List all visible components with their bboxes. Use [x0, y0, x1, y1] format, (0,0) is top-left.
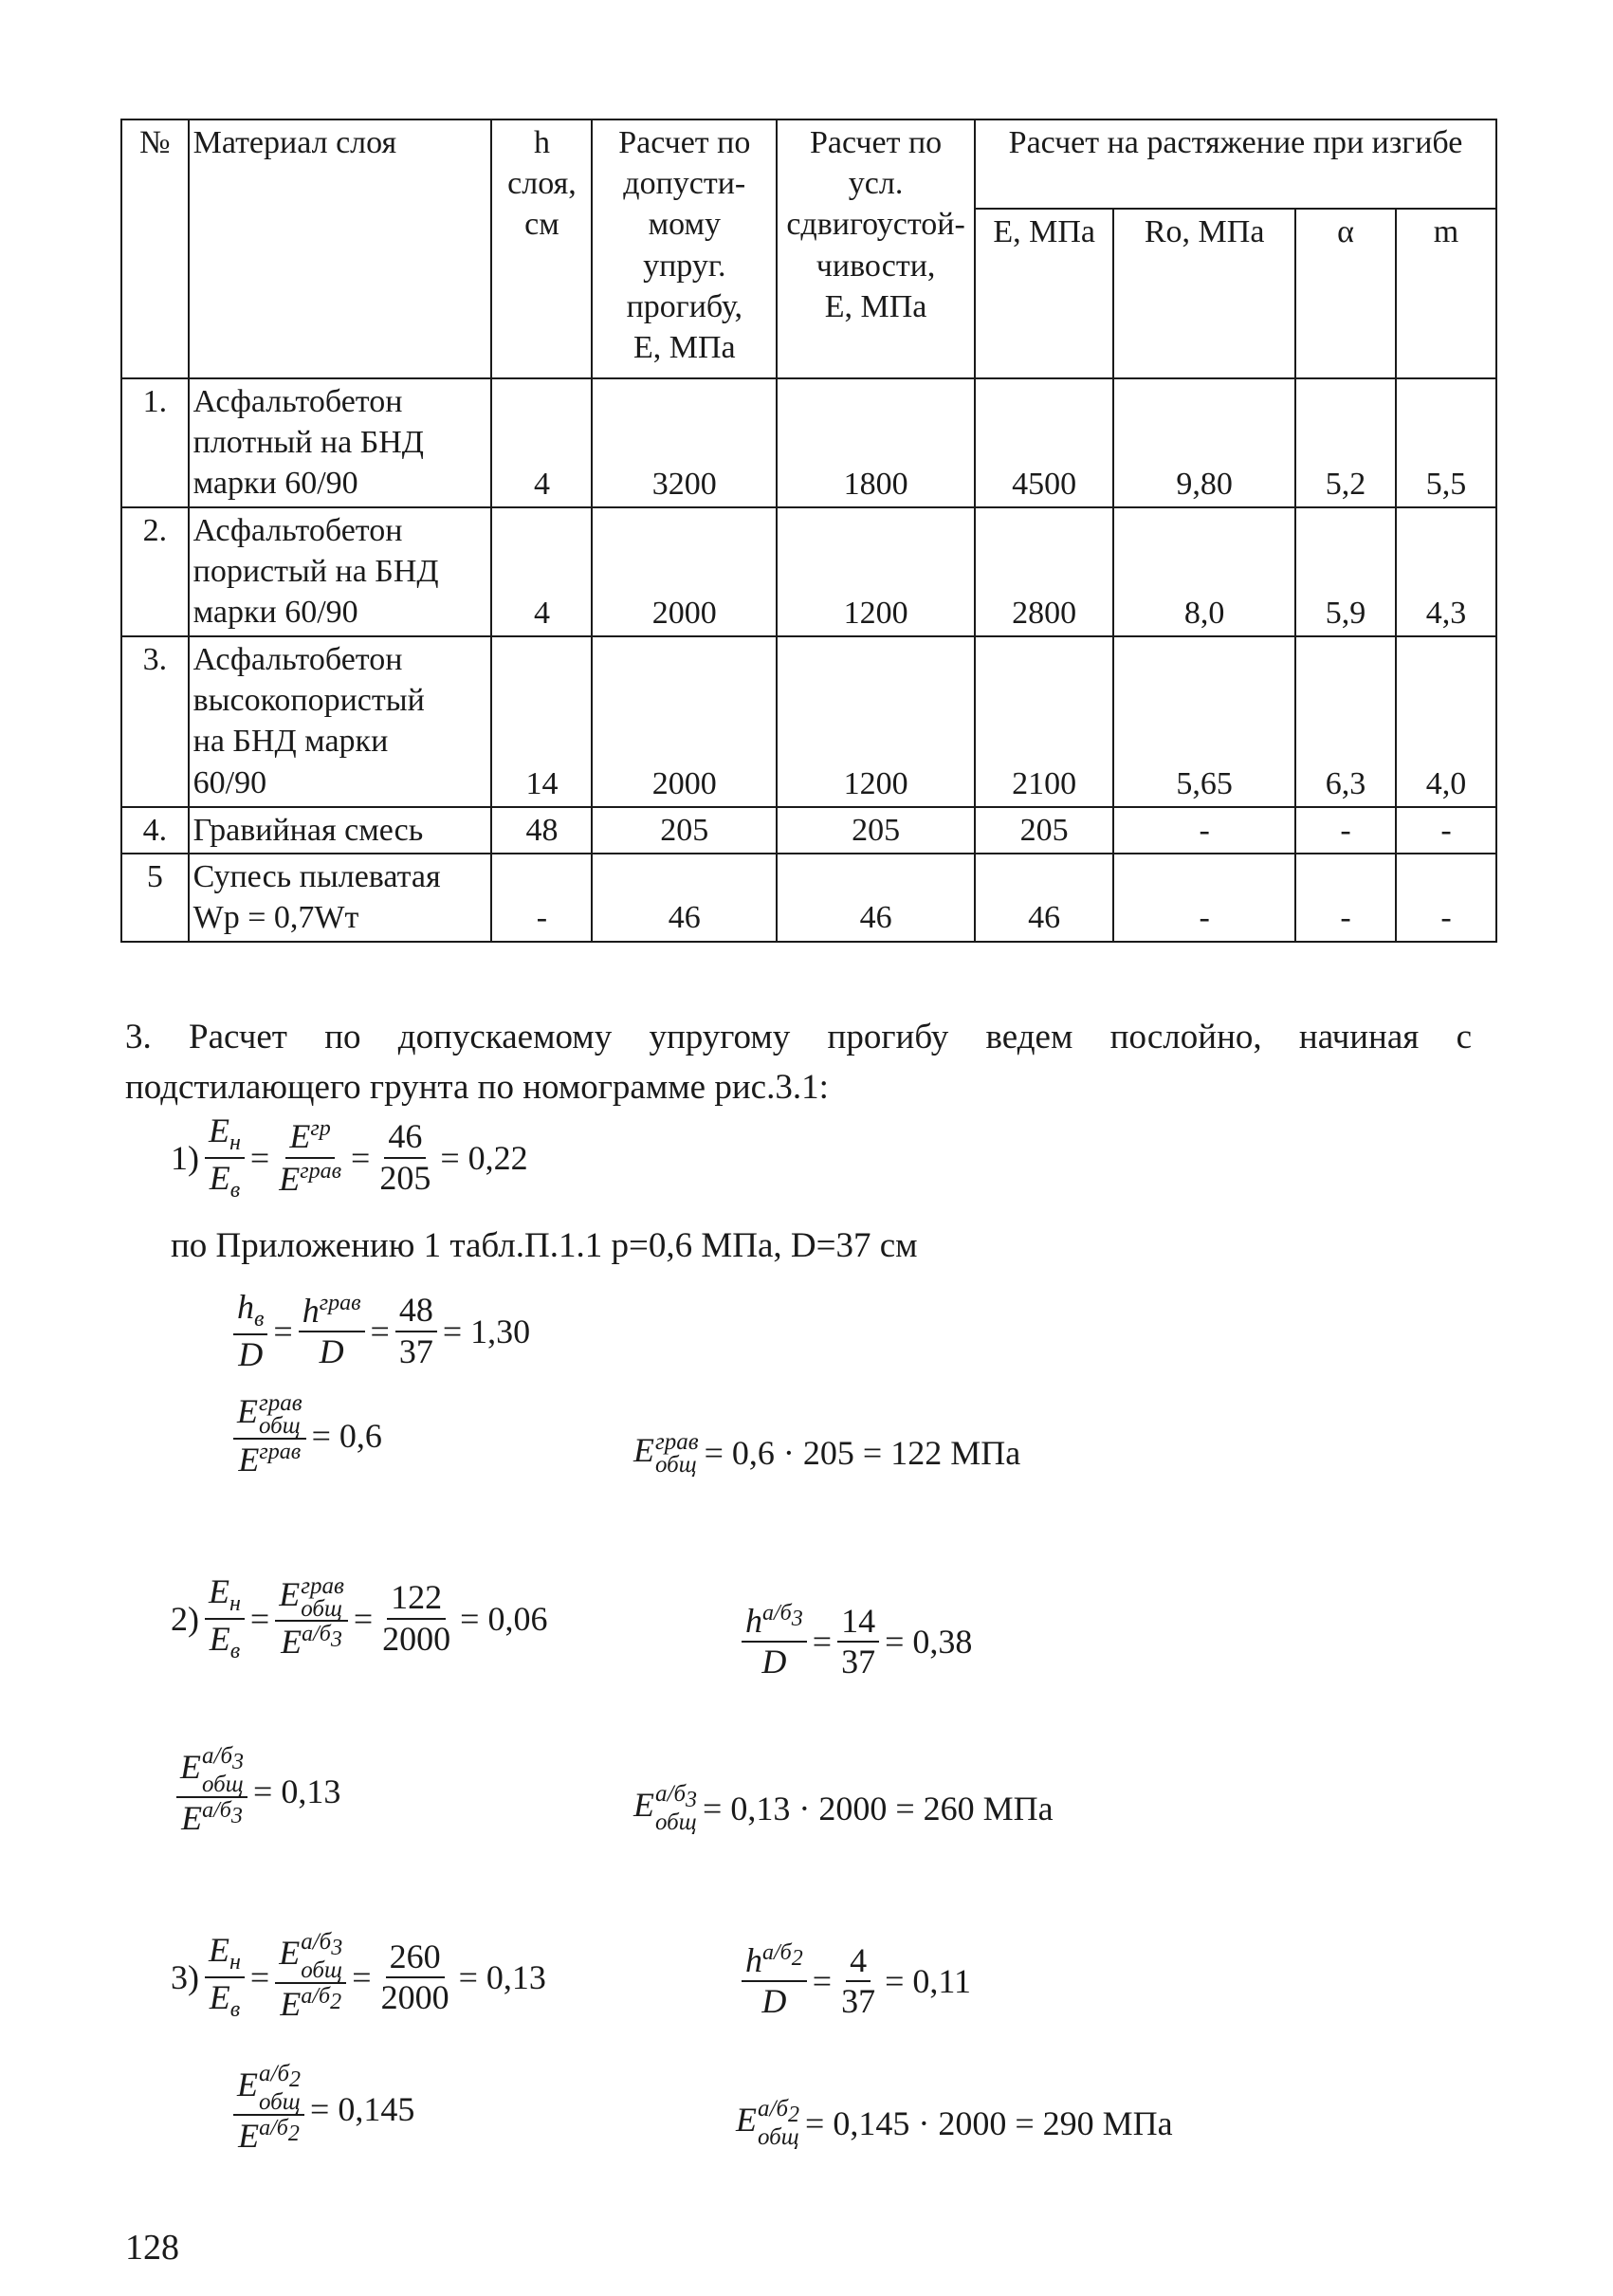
formula-2-e-calc: E $а/б_3$ общ = 0,13 · 2000 = 260 МПа: [633, 1781, 1054, 1835]
table-row: [121, 807, 1496, 854]
formula-3-h: $h^{а/б_2}$ D = $\frac{4}{37}$ = 0,11: [736, 1940, 971, 2022]
cell-m: 4,0: [1396, 636, 1496, 807]
cell-material: Гравийная смесь: [189, 807, 492, 854]
header-material: Материал слоя: [189, 119, 492, 378]
cell-alpha: -: [1295, 854, 1396, 941]
cell-material: Асфальтобетон плотный на БНД марки 60/90: [189, 378, 492, 507]
header-no: №: [121, 119, 189, 378]
cell-ro: 5,65: [1113, 636, 1295, 807]
cell-ro: -: [1113, 807, 1295, 854]
cell-e-ten: 4500: [975, 378, 1113, 507]
cell-e-shear: 1200: [777, 636, 975, 807]
formula-3-ratio: 3) $E_н$ $E_в$ = E $а/б_3$ общ $E^{а/б_2}$ = $\frac{260}{2000}$ = 0,13: [171, 1929, 546, 2023]
table-row: [121, 378, 1496, 507]
cell-m: 5,5: [1396, 378, 1496, 507]
header-deflection: Расчет по допусти- мому упруг. прогибу, Е, МПа: [592, 119, 777, 378]
cell-m: 4,3: [1396, 507, 1496, 636]
cell-m: -: [1396, 854, 1496, 941]
cell-alpha: 6,3: [1295, 636, 1396, 807]
formula-1-e-calc: E грав общ = 0,6 · 205 = 122 МПа: [633, 1428, 1021, 1478]
table-row: [121, 507, 1496, 636]
cell-e-def: 46: [592, 854, 777, 941]
cell-h: 48: [491, 807, 592, 854]
cell-e-def: 205: [592, 807, 777, 854]
page-number: 128: [125, 2228, 179, 2268]
cell-h: -: [491, 854, 592, 941]
cell-material: Супесь пылеватая Wp = 0,7Wт: [189, 854, 492, 941]
cell-h: 14: [491, 636, 592, 807]
cell-ro: -: [1113, 854, 1295, 941]
formula-2-e-ratio: E $а/б_3$ общ $E^{а/б_3}$ = 0,13: [171, 1745, 340, 1838]
appendix-note: по Приложению 1 табл.П.1.1 p=0,6 МПа, D=37 см: [171, 1226, 918, 1265]
formula-1-ratio: 1) $E_н$ $E_в$ = $E^{гр}$ $E^{грав}$ = $\frac{46}{205}$ = 0,22: [171, 1111, 528, 1203]
cell-no: 3.: [121, 636, 189, 807]
cell-alpha: 5,9: [1295, 507, 1396, 636]
cell-e-ten: 2100: [975, 636, 1113, 807]
table-row: [121, 636, 1496, 807]
cell-e-def: 3200: [592, 378, 777, 507]
cell-e-shear: 1800: [777, 378, 975, 507]
cell-m: -: [1396, 807, 1496, 854]
header-tension-alpha: α: [1295, 209, 1396, 378]
layers-table: [120, 119, 1497, 943]
header-tension-ro: Rо, МПа: [1113, 209, 1295, 378]
formula-2-ratio: 2) $E_н$ $E_в$ = E грав общ $E^{а/б_3}$ = $\frac{122}{2000}$ = 0,06: [171, 1572, 548, 1663]
cell-material: Асфальтобетон высокопористый на БНД марки 60/90: [189, 636, 492, 807]
cell-e-shear: 1200: [777, 507, 975, 636]
formula-2-h: $h^{а/б_3}$ D = $\frac{14}{37}$ = 0,38: [736, 1601, 972, 1682]
cell-no: 4.: [121, 807, 189, 854]
cell-e-shear: 205: [777, 807, 975, 854]
cell-no: 2.: [121, 507, 189, 636]
cell-h: 4: [491, 507, 592, 636]
formula-1-e-ratio: E грав общ $E^{грав}$ = 0,6: [228, 1392, 382, 1479]
cell-e-def: 2000: [592, 507, 777, 636]
cell-no: 1.: [121, 378, 189, 507]
header-shear: Расчет по усл. сдвигоустой- чивости, Е, МПа: [777, 119, 975, 378]
cell-e-shear: 46: [777, 854, 975, 941]
paragraph-step-3: 3. Расчет по допускаемому упругому прогибу ведем послойно, начиная с подстилающего грунта по номограмме рис.3.1:: [125, 1018, 1472, 1107]
cell-no: 5: [121, 854, 189, 941]
header-h: h слоя, см: [491, 119, 592, 378]
header-tension-e: Е, МПа: [975, 209, 1113, 378]
formula-3-e-ratio: E $а/б_2$ общ $E^{а/б_2}$ = 0,145: [228, 2063, 414, 2156]
cell-h: 4: [491, 378, 592, 507]
cell-ro: 9,80: [1113, 378, 1295, 507]
table-row: [121, 854, 1496, 941]
cell-alpha: 5,2: [1295, 378, 1396, 507]
cell-e-ten: 2800: [975, 507, 1113, 636]
header-tension-m: m: [1396, 209, 1496, 378]
formula-1-h: $h_в$ D = $h^{грав}$ D = $\frac{48}{37}$ = 1,30: [228, 1288, 530, 1374]
cell-e-ten: 205: [975, 807, 1113, 854]
formula-3-e-calc: E $а/б_2$ общ = 0,145 · 2000 = 290 МПа: [736, 2096, 1173, 2150]
cell-e-def: 2000: [592, 636, 777, 807]
cell-material: Асфальтобетон пористый на БНД марки 60/90: [189, 507, 492, 636]
cell-e-ten: 46: [975, 854, 1113, 941]
header-tension: Расчет на растяжение при изгибе: [975, 119, 1496, 209]
cell-alpha: -: [1295, 807, 1396, 854]
cell-ro: 8,0: [1113, 507, 1295, 636]
